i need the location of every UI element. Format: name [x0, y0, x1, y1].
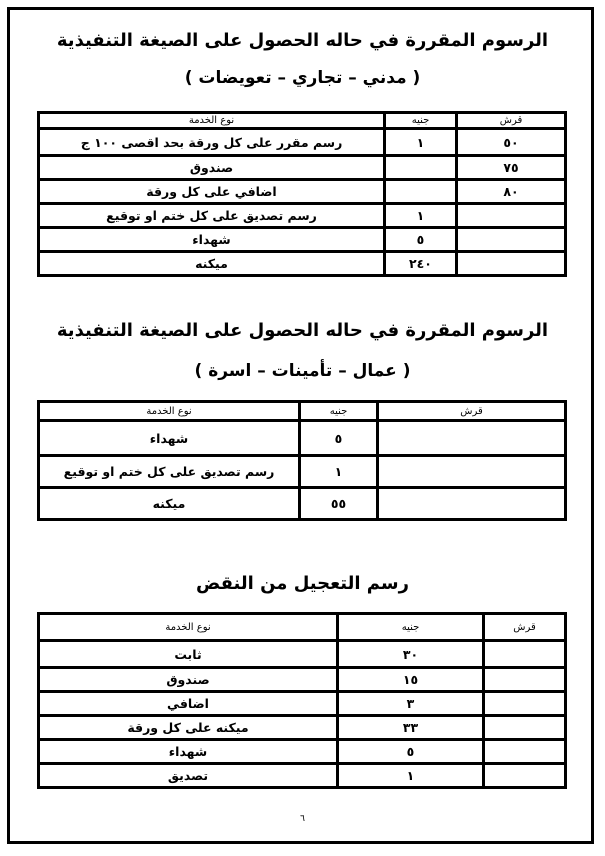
pound-cell — [383, 178, 455, 202]
service-cell: اضافي على كل ورقة — [40, 178, 383, 202]
header-pound: جنيه — [383, 114, 455, 130]
pound-cell: ٣٣ — [336, 714, 482, 738]
piaster-cell — [455, 226, 564, 250]
header-piaster: قرش — [482, 615, 564, 642]
service-cell: اضافي — [40, 690, 336, 714]
table-row — [40, 250, 564, 274]
piaster-cell — [455, 250, 564, 274]
piaster-cell: ٧٥ — [455, 154, 564, 178]
table-row — [40, 762, 564, 786]
piaster-cell — [482, 714, 564, 738]
service-cell: ميكنه — [40, 250, 383, 274]
service-cell: شهداء — [40, 226, 383, 250]
table-row — [40, 738, 564, 762]
table-row — [40, 486, 564, 518]
table-row — [40, 154, 564, 178]
fees-table-1 — [37, 111, 567, 277]
piaster-cell — [482, 642, 564, 666]
piaster-cell — [482, 762, 564, 786]
pound-cell — [383, 154, 455, 178]
piaster-cell — [482, 666, 564, 690]
table-row — [40, 666, 564, 690]
service-cell: رسم مقرر على كل ورقة بحد اقصى ١٠٠ ج — [80, 134, 343, 150]
piaster-cell: ٨٠ — [455, 178, 564, 202]
table-row — [40, 642, 564, 666]
header-piaster: قرش — [455, 114, 564, 130]
section1-subtitle: ( مدني – تجاري – تعويضات ) — [184, 68, 421, 88]
service-cell: رسم تصديق على كل ختم او توقيع — [40, 454, 298, 486]
header-pound: جنيه — [298, 403, 376, 422]
service-cell: رسم تصديق على كل ختم او توقيع — [40, 202, 383, 226]
pound-cell: ٣٠ — [336, 642, 482, 666]
table-row — [40, 178, 564, 202]
pound-cell: ١ — [383, 202, 455, 226]
section2-title: الرسوم المقررة في حاله الحصول على الصيغة التنفيذية — [56, 320, 549, 341]
pound-cell: ١٥ — [336, 666, 482, 690]
header-pound: جنيه — [336, 615, 482, 642]
page-number: ٦ — [300, 814, 305, 824]
pound-cell: ٥ — [298, 422, 376, 454]
header-service: نوع الخدمة — [40, 114, 383, 130]
table-row — [40, 422, 564, 454]
piaster-cell — [376, 486, 564, 518]
fees-table-3 — [37, 612, 567, 789]
fees-table-2 — [37, 400, 567, 521]
table-row — [40, 130, 564, 154]
service-cell: ميكنه على كل ورقة — [40, 714, 336, 738]
header-service: نوع الخدمة — [40, 615, 336, 642]
piaster-cell: ٥٠ — [455, 130, 564, 154]
pound-cell: ٥ — [336, 738, 482, 762]
service-cell: شهداء — [149, 430, 189, 446]
service-cell: صندوق — [40, 666, 336, 690]
pound-cell: ١ — [383, 130, 455, 154]
section3-title: رسم التعجيل من النقض — [196, 573, 409, 594]
piaster-cell — [376, 422, 564, 454]
pound-cell: ١ — [336, 762, 482, 786]
table-row — [40, 202, 564, 226]
table-row — [40, 714, 564, 738]
pound-cell: ٢٤٠ — [383, 250, 455, 274]
piaster-cell — [376, 454, 564, 486]
table-row — [40, 690, 564, 714]
table-row — [40, 454, 564, 486]
header-service: نوع الخدمة — [40, 403, 298, 422]
service-cell: ثابت — [174, 646, 202, 662]
header-piaster: قرش — [376, 403, 564, 422]
section1-title: الرسوم المقررة في حاله الحصول على الصيغة التنفيذية — [56, 30, 549, 51]
table-row — [40, 226, 564, 250]
pound-cell: ٥ — [383, 226, 455, 250]
service-cell: تصديق — [40, 762, 336, 786]
service-cell: شهداء — [40, 738, 336, 762]
section2-subtitle: ( عمال – تأمينات – اسرة ) — [194, 361, 411, 381]
piaster-cell — [482, 690, 564, 714]
service-cell: ميكنه — [40, 486, 298, 518]
pound-cell: ٥٥ — [298, 486, 376, 518]
service-cell: صندوق — [40, 154, 383, 178]
pound-cell: ١ — [298, 454, 376, 486]
piaster-cell — [482, 738, 564, 762]
pound-cell: ٣ — [336, 690, 482, 714]
piaster-cell — [455, 202, 564, 226]
